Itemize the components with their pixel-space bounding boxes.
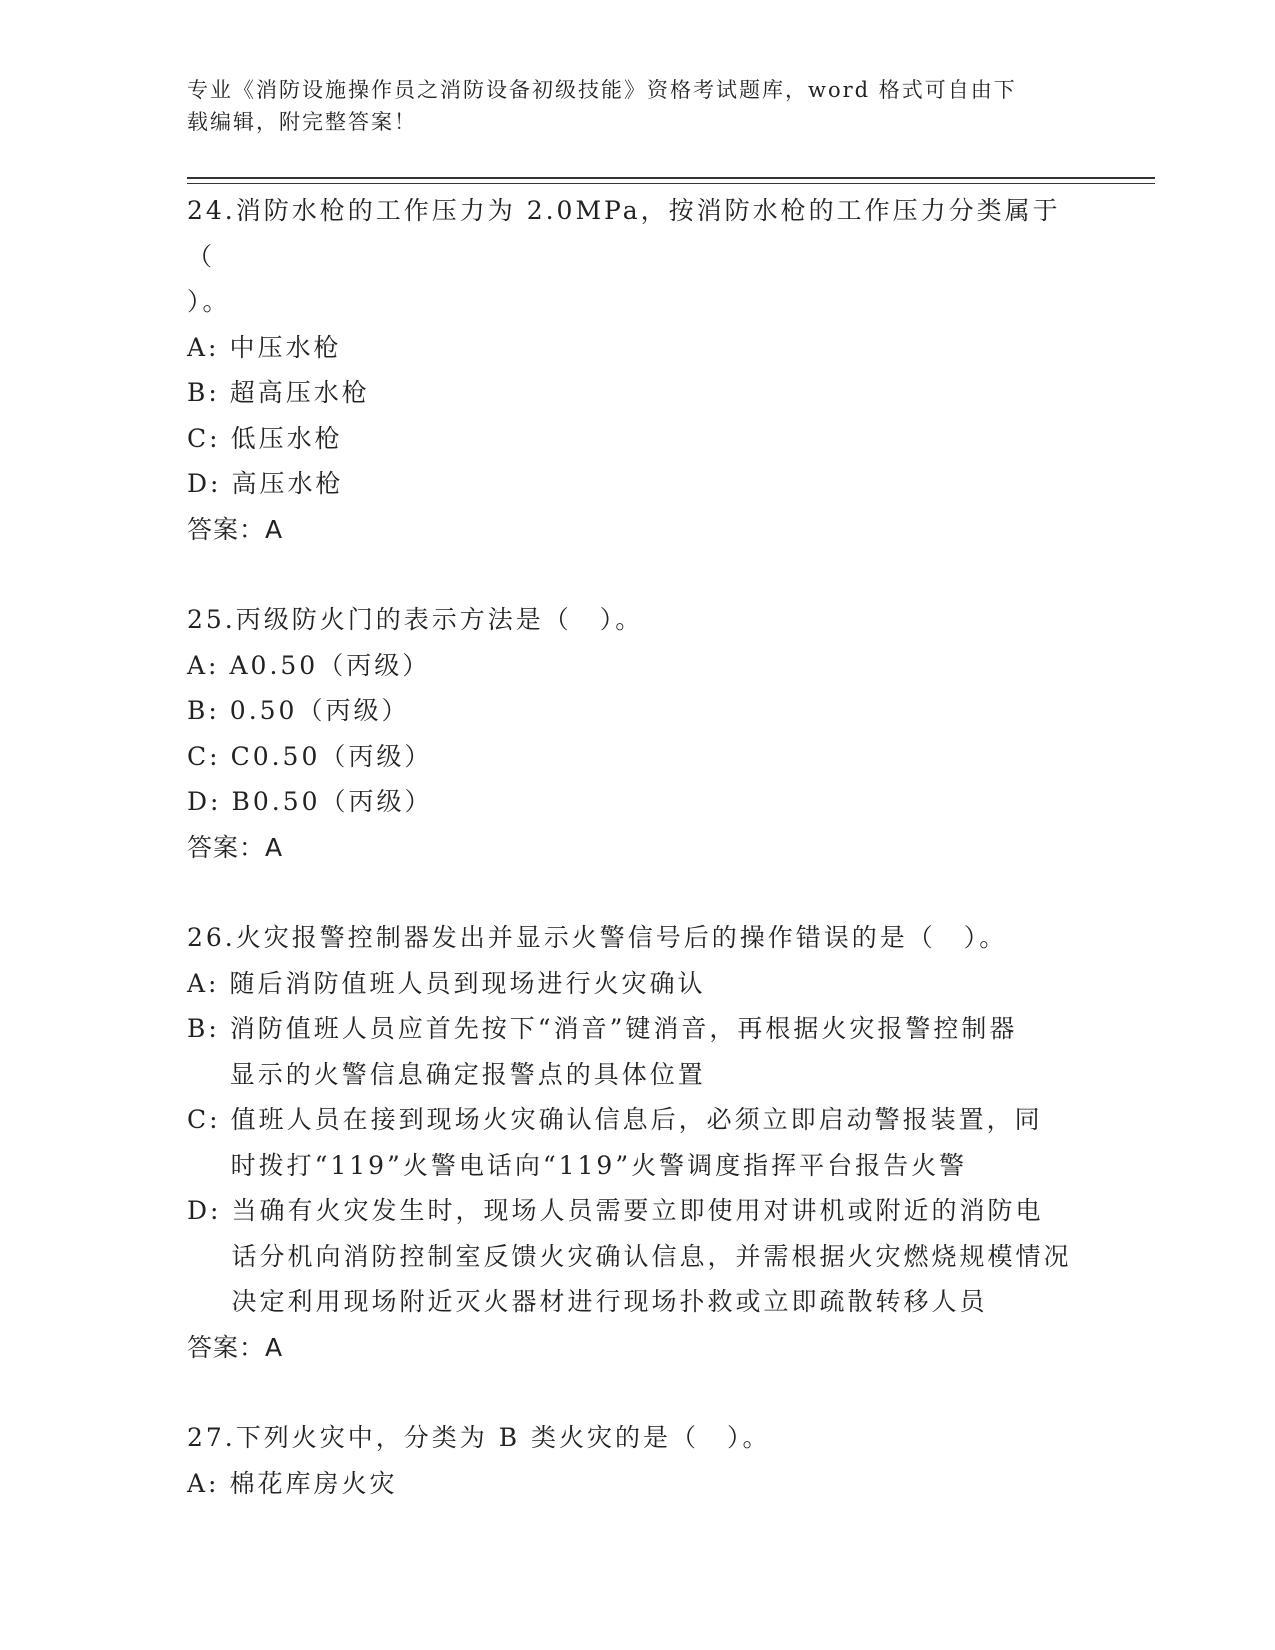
- header-line-2: 载编辑，附完整答案！: [187, 110, 417, 134]
- question-stem: 25.丙级防火门的表示方法是（ ）。: [187, 605, 644, 634]
- option-text-line: 值班人员在接到现场火灾确认信息后，必须立即启动警报装置，同: [230, 1105, 1043, 1134]
- header-divider-thick: [187, 177, 1155, 179]
- option-text-line: 话分机向消防控制室反馈火灾确认信息，并需根据火灾燃烧规模情况: [231, 1241, 1072, 1271]
- option-label: C:: [187, 423, 221, 453]
- option-text: [231, 1097, 1043, 1188]
- option-label: A:: [187, 1468, 220, 1498]
- question-stem: 27.下列火灾中，分类为 B 类火灾的是（ ）。: [187, 1423, 771, 1452]
- option-text: [231, 734, 433, 780]
- answer-option: [187, 325, 1087, 371]
- option-label: B:: [187, 378, 220, 407]
- question-block: [187, 1415, 1087, 1506]
- option-text: [231, 779, 432, 825]
- answer-key: 答案：A: [187, 1332, 284, 1362]
- header-line-1: 专业《消防设施操作员之消防设备初级技能》资格考试题库，word 格式可自由下: [187, 78, 1017, 102]
- option-label: A:: [187, 968, 220, 998]
- option-text-line: 超高压水枪: [229, 378, 370, 407]
- option-text-line: 决定利用现场附近灭火器材进行现场扑救或立即疏散转移人员: [231, 1287, 988, 1316]
- question-stem: 26.火灾报警控制器发出并显示火警信号后的操作错误的是（ ）。: [187, 923, 1008, 952]
- option-label: D:: [187, 787, 222, 816]
- option-text-line: A0.50（丙级）: [229, 650, 431, 680]
- answer-option: [187, 370, 1087, 416]
- answer-option: [187, 1006, 1087, 1097]
- option-text: [230, 370, 370, 416]
- option-text: [231, 416, 343, 462]
- option-text: [231, 461, 343, 507]
- answer-key: 答案：A: [187, 832, 284, 862]
- option-text-line: 显示的火警信息确定报警点的具体位置: [229, 1059, 706, 1089]
- question-block: [187, 188, 1087, 552]
- option-text-line: 随后消防值班人员到现场进行火灾确认: [229, 968, 706, 998]
- answer-option: [187, 961, 1087, 1007]
- option-label: C:: [187, 741, 221, 771]
- option-text: [230, 688, 410, 734]
- option-text-line: 棉花库房火灾: [229, 1468, 398, 1498]
- question-stem: 24.消防水枪的工作压力为 2.0MPa，按消防水枪的工作压力分类属于（: [187, 196, 1061, 271]
- option-text-line: 高压水枪: [231, 469, 344, 498]
- option-text: [229, 961, 705, 1007]
- question-stem: ）。: [187, 287, 231, 316]
- option-label: C:: [187, 1105, 221, 1134]
- option-text-line: 当确有火灾发生时，现场人员需要立即使用对讲机或附近的消防电: [231, 1196, 1044, 1225]
- answer-option: [187, 461, 1087, 507]
- answer-option: [187, 734, 1087, 780]
- option-text: [229, 643, 430, 689]
- question-list: [187, 188, 1087, 1551]
- option-label: A:: [187, 332, 220, 362]
- answer-option: [187, 416, 1087, 462]
- answer-option: [187, 688, 1087, 734]
- option-label: B:: [187, 696, 220, 725]
- option-label: D:: [187, 1196, 222, 1225]
- question-block: [187, 597, 1087, 870]
- answer-option: [187, 779, 1087, 825]
- document-header: [187, 74, 1067, 138]
- option-text-line: 消防值班人员应首先按下“消音”键消音，再根据火灾报警控制器: [229, 1014, 1018, 1043]
- option-text: [229, 1461, 397, 1507]
- header-divider-thin: [187, 183, 1155, 184]
- option-text-line: B0.50（丙级）: [231, 787, 433, 816]
- answer-option: [187, 1188, 1087, 1325]
- option-label: D:: [187, 469, 222, 498]
- option-text: [229, 325, 341, 371]
- option-text-line: 低压水枪: [230, 423, 343, 453]
- answer-option: [187, 1097, 1087, 1188]
- option-text-line: 时拨打“119”火警电话向“119”火警调度指挥平台报告火警: [230, 1150, 968, 1180]
- option-text-line: 中压水枪: [229, 332, 342, 362]
- option-label: A:: [187, 650, 220, 680]
- question-block: [187, 915, 1087, 1370]
- answer-option: [187, 643, 1087, 689]
- option-text-line: 0.50（丙级）: [229, 696, 410, 725]
- option-text: [231, 1188, 1071, 1325]
- option-label: B:: [187, 1014, 220, 1043]
- answer-key: 答案：A: [187, 514, 284, 544]
- option-text-line: C0.50（丙级）: [230, 741, 433, 771]
- option-text: [230, 1006, 1018, 1097]
- answer-option: [187, 1461, 1087, 1507]
